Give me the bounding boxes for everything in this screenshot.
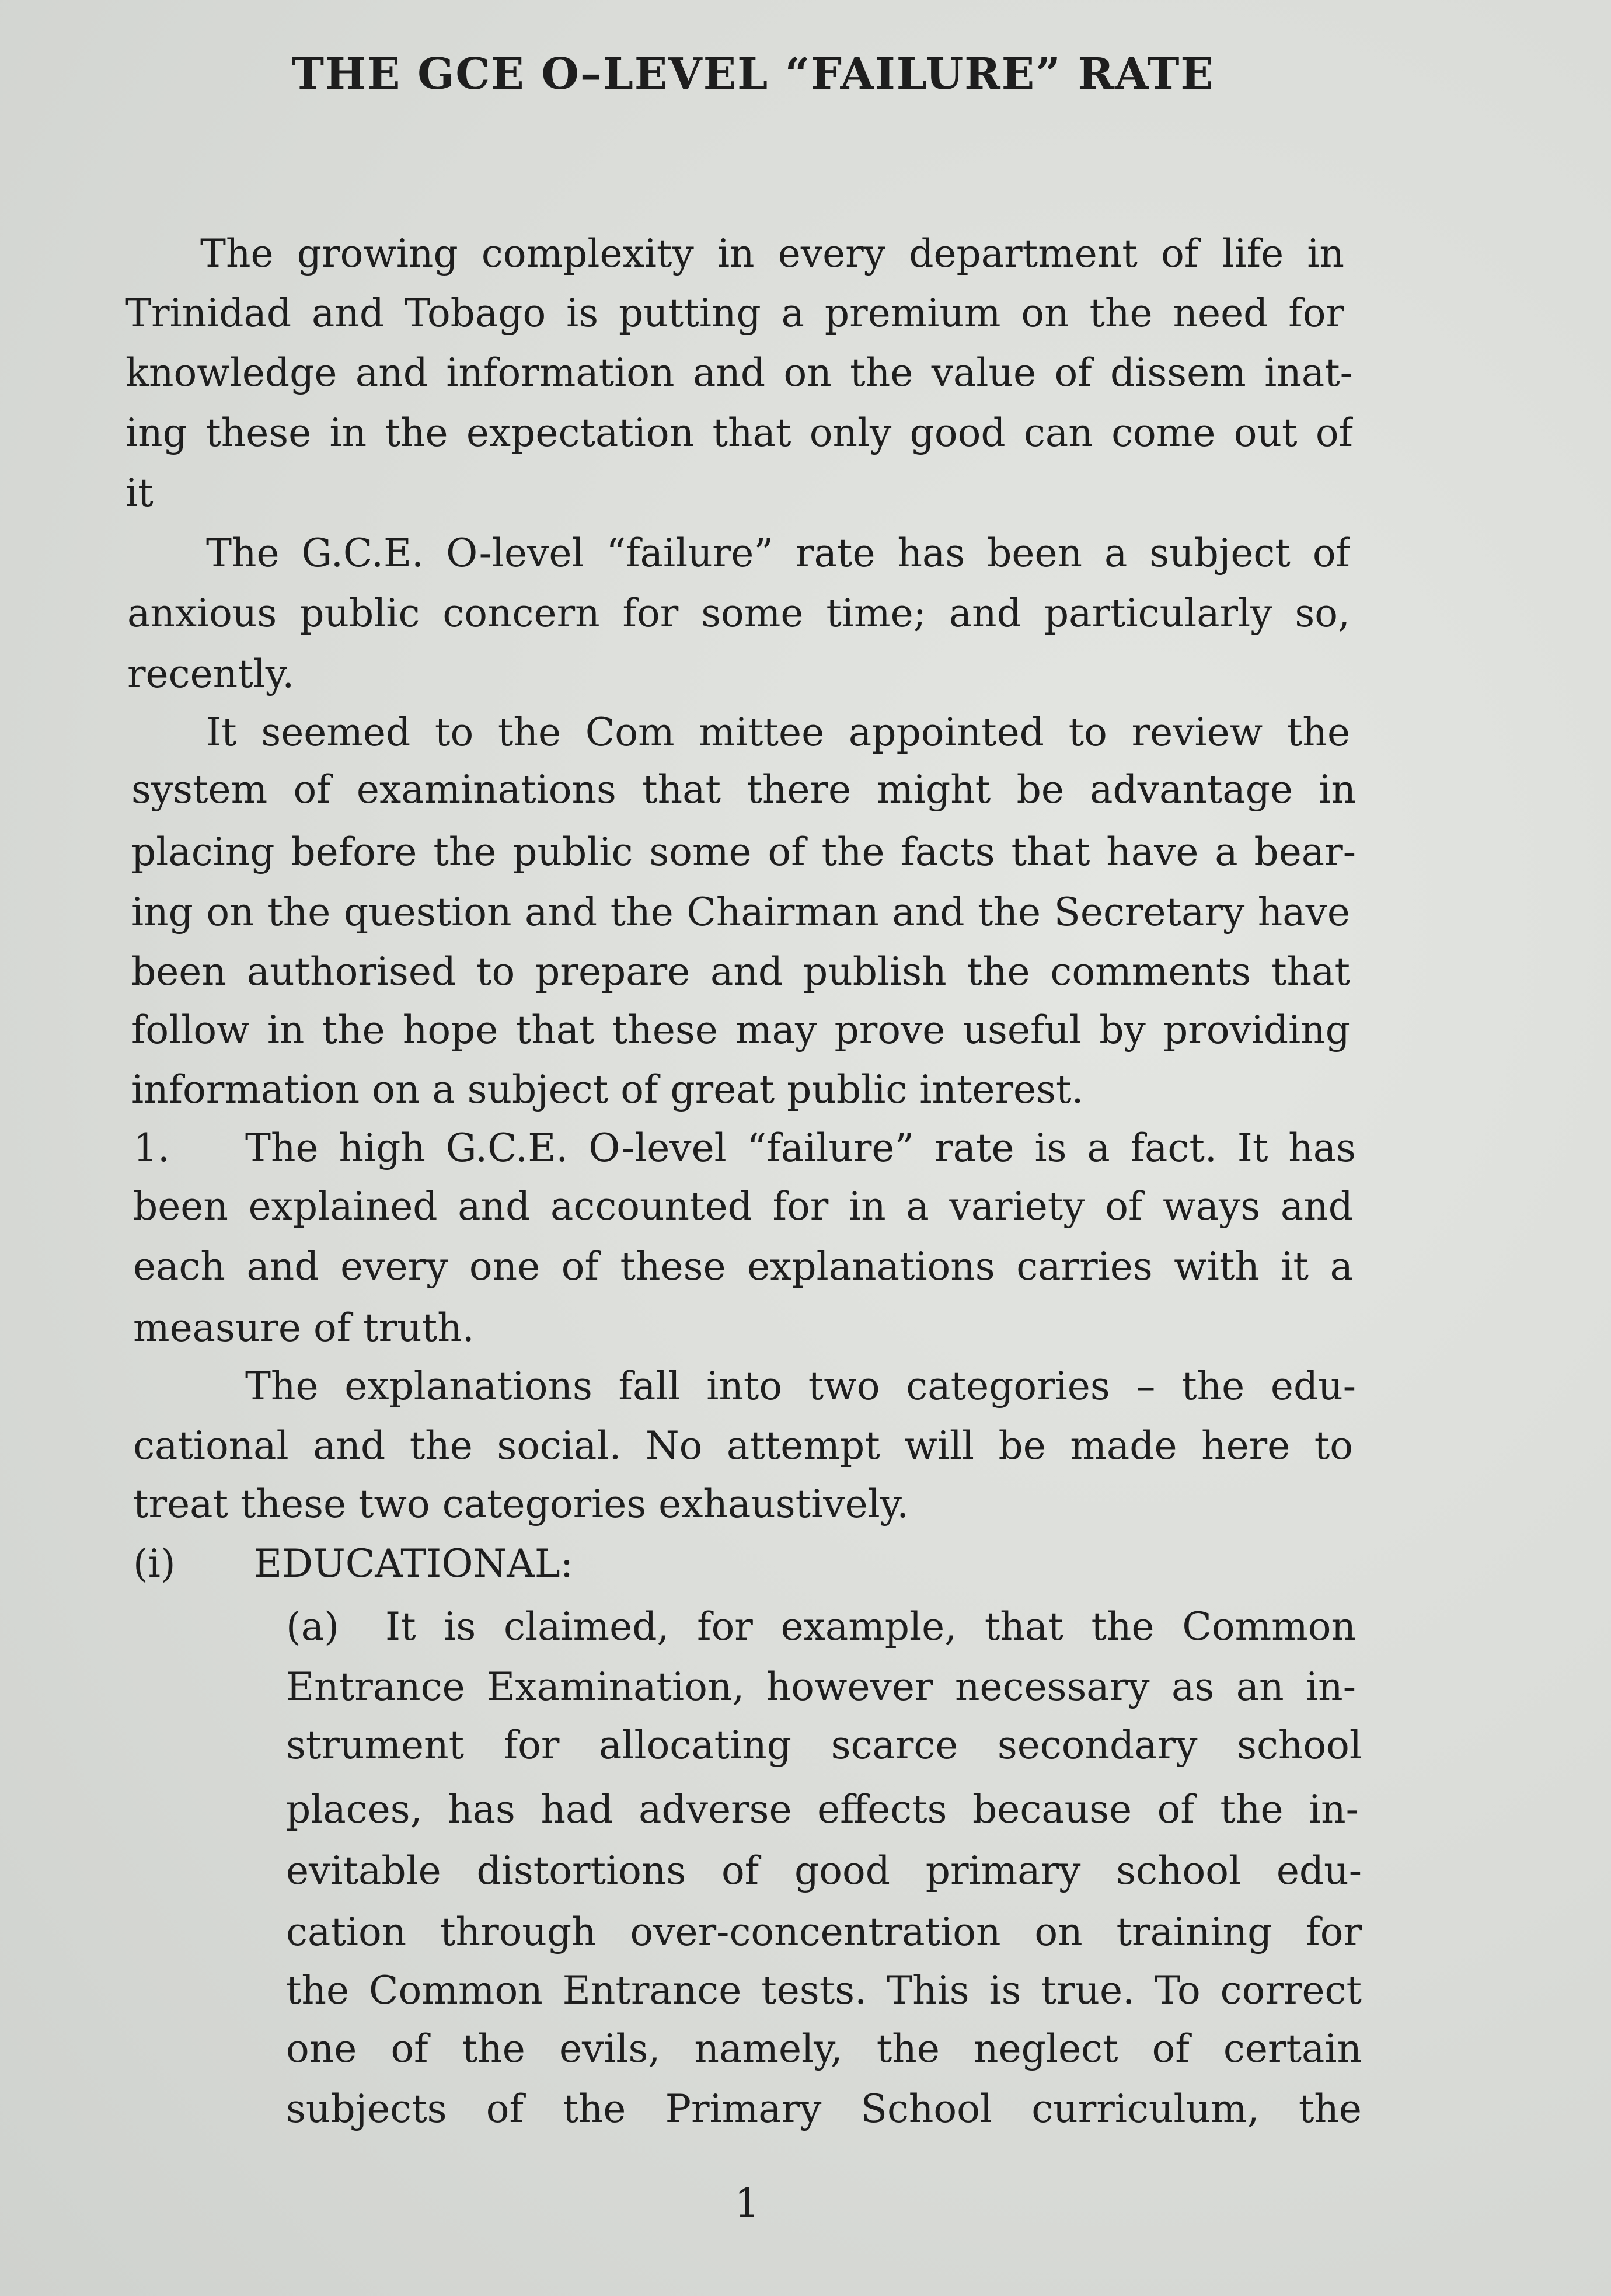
text-line: follow in the hope that these may prove useful by providing bbox=[131, 1008, 1350, 1053]
section-heading: EDUCATIONAL: bbox=[254, 1541, 573, 1586]
text-line: knowledge and information and on the value of dissem inat- bbox=[125, 350, 1353, 395]
text-line: ing these in the expectation that only good can come out of bbox=[125, 410, 1353, 455]
text-line: treat these two categories exhaustively. bbox=[133, 1482, 909, 1527]
text-line: places, has had adverse effects because of the in- bbox=[286, 1787, 1359, 1832]
text-line: strument for allocating scarce secondary school bbox=[286, 1723, 1362, 1768]
point-number: 1. bbox=[133, 1126, 170, 1170]
text-line: recently. bbox=[127, 651, 295, 696]
text-line: evitable distortions of good primary school edu- bbox=[286, 1848, 1362, 1893]
text-line: been authorised to prepare and publish the comments that bbox=[131, 949, 1350, 994]
text-line: placing before the public some of the facts that have a bear- bbox=[131, 830, 1356, 874]
text-line: The high G.C.E. O-level “failure” rate is a fact. It has bbox=[245, 1126, 1356, 1170]
text-line: measure of truth. bbox=[133, 1305, 475, 1350]
text-line: been explained and accounted for in a variety of ways and bbox=[133, 1184, 1353, 1229]
section-marker: (i) bbox=[133, 1541, 176, 1586]
text-line: The G.C.E. O-level “failure” rate has been a subject of bbox=[206, 531, 1350, 576]
text-line: subjects of the Primary School curriculum, the bbox=[286, 2086, 1362, 2131]
text-line: Trinidad and Tobago is putting a premium on the need for bbox=[125, 291, 1344, 336]
text-line: The growing complexity in every department of life in bbox=[200, 231, 1344, 276]
text-line: one of the evils, namely, the neglect of certain bbox=[286, 2026, 1362, 2071]
text-line: cational and the social. No attempt will be made here to bbox=[133, 1423, 1353, 1468]
page-title: THE GCE O–LEVEL “FAILURE” RATE bbox=[292, 49, 1215, 99]
text-line: anxious public concern for some time; and particularly so, bbox=[127, 591, 1350, 636]
text-line: each and every one of these explanations carries with it a bbox=[133, 1244, 1353, 1289]
text-line: information on a subject of great public interest. bbox=[131, 1067, 1084, 1112]
text-line: The explanations fall into two categories – the edu- bbox=[245, 1364, 1356, 1409]
text-line: the Common Entrance tests. This is true. To correct bbox=[286, 1968, 1362, 2013]
text-line: system of examinations that there might be advantage in bbox=[131, 767, 1356, 812]
text-line: it bbox=[125, 471, 154, 515]
text-line: It is claimed, for example, that the Common bbox=[385, 1604, 1356, 1649]
text-line: Entrance Examination, however necessary as an in- bbox=[286, 1664, 1356, 1709]
page-number: 1 bbox=[734, 2180, 760, 2227]
text-line: It seemed to the Com mittee appointed to review the bbox=[206, 710, 1350, 755]
subsection-marker: (a) bbox=[286, 1604, 339, 1649]
text-line: ing on the question and the Chairman and the Secretary have bbox=[131, 890, 1350, 935]
text-line: cation through over-concentration on training for bbox=[286, 1910, 1362, 1954]
